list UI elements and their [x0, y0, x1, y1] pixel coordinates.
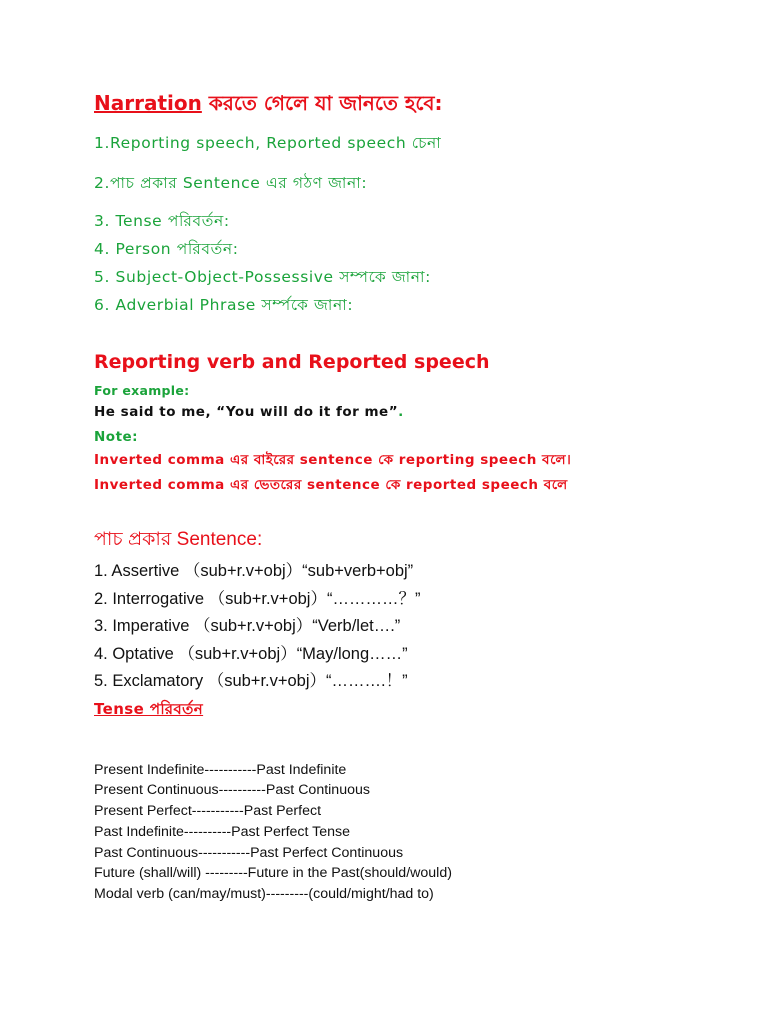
section-heading-sentence: পাচ প্রকার Sentence:	[94, 529, 263, 550]
example-sentence	[94, 404, 404, 420]
topic-item: 4. Person পরিবর্তন:	[94, 240, 239, 258]
title-bangla: করতে গেলে যা জানতে হবে:	[201, 91, 443, 115]
tense-rule: Present Perfect-----------Past Perfect	[94, 803, 322, 819]
page-title	[94, 91, 443, 115]
sentence-type: 1. Assertive （sub+r.v+obj）“sub+verb+obj”	[94, 562, 414, 580]
title-english: Narration	[94, 91, 202, 115]
note-label: Note:	[94, 429, 139, 445]
sentence-type: 2. Interrogative （sub+r.v+obj）“…………？”	[94, 590, 421, 608]
example-dot: .	[398, 404, 404, 420]
example-text: He said to me, “You will do it for me”	[94, 404, 399, 420]
topic-item: 5. Subject-Object-Possessive সম্পকে জানা:	[94, 268, 431, 286]
topic-item: 1.Reporting speech, Reported speech চেনা	[94, 134, 442, 152]
topic-item: 3. Tense পরিবর্তন:	[94, 212, 230, 230]
tense-rule: Present Indefinite-----------Past Indefinite	[94, 762, 347, 778]
topic-item: 6. Adverbial Phrase সর্ম্পকে জানা:	[94, 296, 354, 314]
sentence-type: 4. Optative （sub+r.v+obj）“May/long……”	[94, 645, 408, 663]
topic-item: 2.পাচ প্রকার Sentence এর গঠণ জানা:	[94, 174, 368, 192]
tense-rule: Future (shall/will) ---------Future in the Past(should/would)	[94, 865, 452, 881]
section-heading-tense: Tense পরিবর্তন	[94, 700, 204, 718]
tense-rule: Present Continuous----------Past Continuous	[94, 782, 370, 798]
tense-rule: Past Indefinite----------Past Perfect Tense	[94, 824, 350, 840]
tense-rule: Past Continuous-----------Past Perfect Continuous	[94, 845, 404, 861]
section-heading-reporting: Reporting verb and Reported speech	[94, 351, 490, 373]
tense-rule: Modal verb (can/may/must)---------(could/might/had to)	[94, 886, 434, 902]
note-line: Inverted comma এর বাইরের sentence কে reporting speech বলে।	[94, 452, 572, 468]
sentence-type: 5. Exclamatory （sub+r.v+obj）“……….！”	[94, 672, 408, 690]
note-line: Inverted comma এর ভেতরের sentence কে reported speech বলে	[94, 477, 568, 493]
sentence-type: 3. Imperative （sub+r.v+obj）“Verb/let….”	[94, 617, 401, 635]
example-label: For example:	[94, 383, 190, 398]
